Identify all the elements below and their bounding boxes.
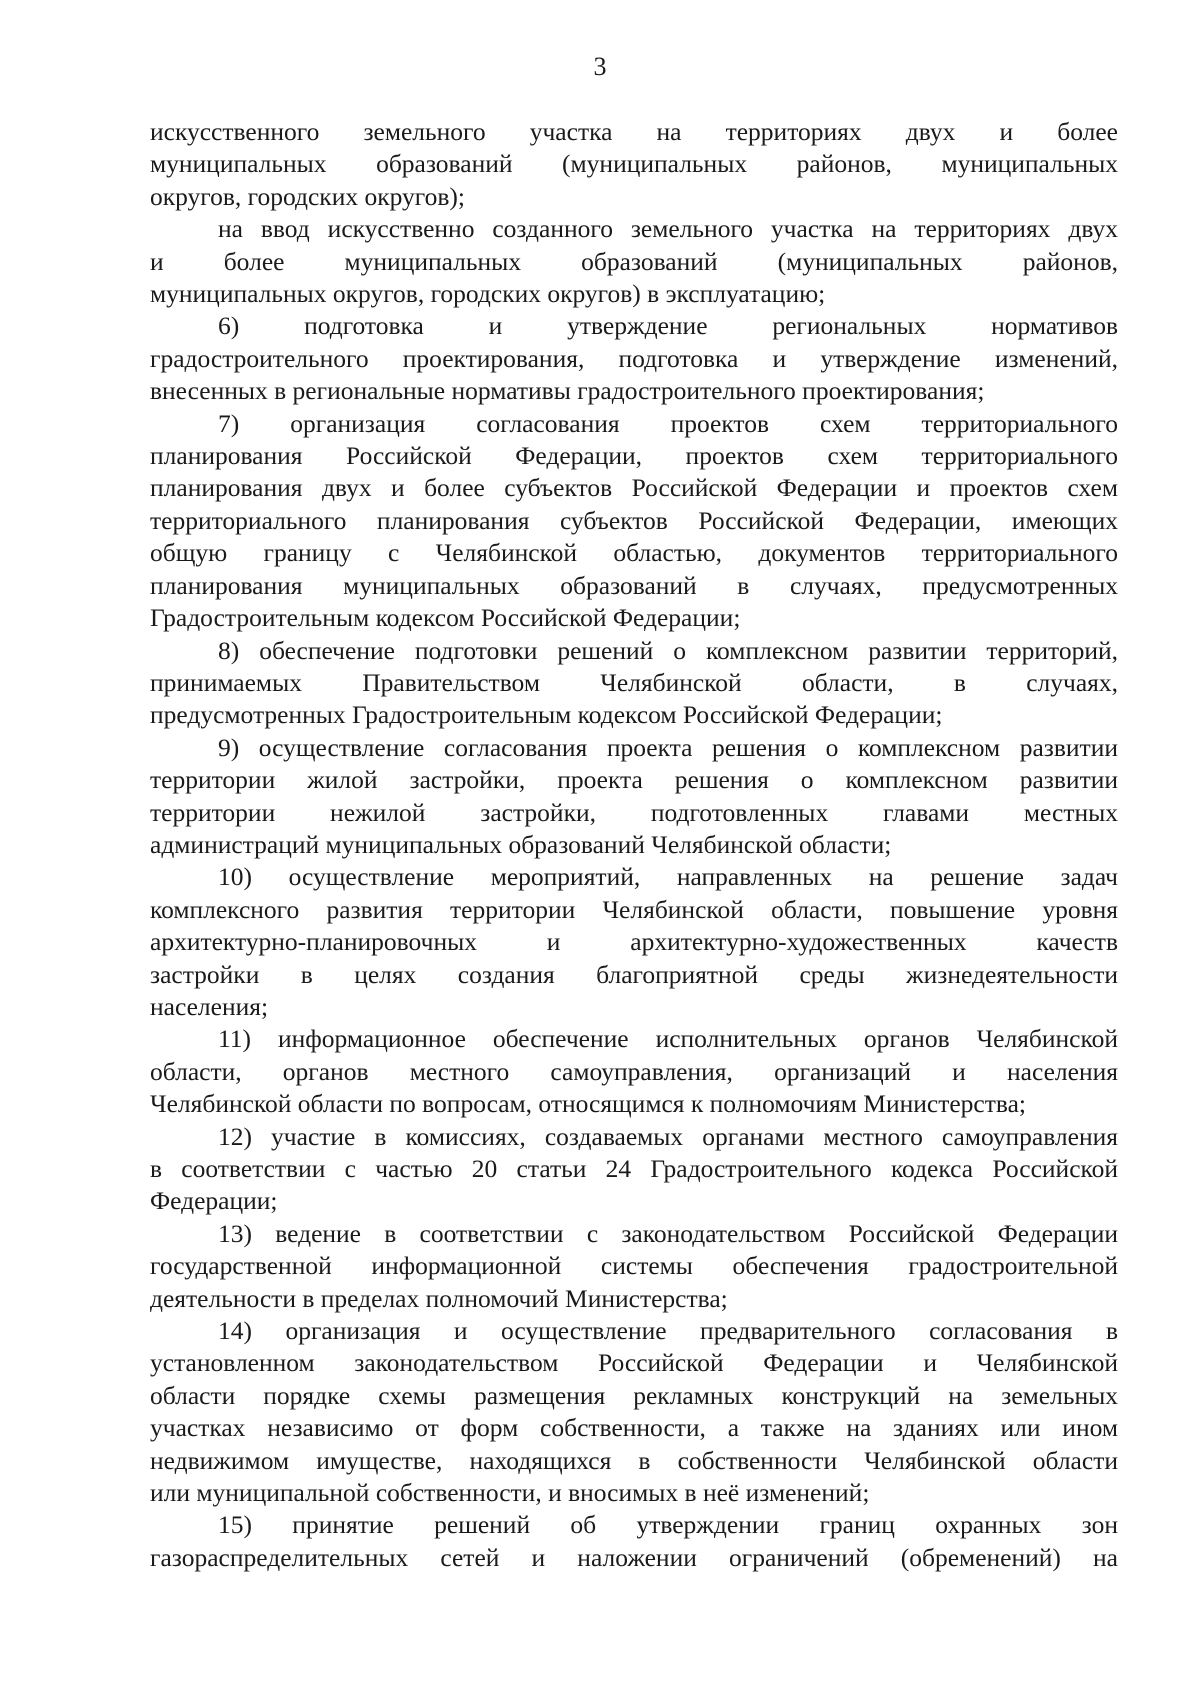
text-line: внесенных в региональные нормативы градостроительного проектирования; [150, 376, 985, 406]
text-line: территории жилой застройки, проекта решения о комплексном развитии [150, 765, 1118, 795]
text-line: общую границу с Челябинской областью, документов территориального [150, 538, 1118, 568]
text-line: территориального планирования субъектов Российской Федерации, имеющих [150, 505, 1118, 535]
text-line: в соответствии с частью 20 статьи 24 Градостроительного кодекса Российской [150, 1154, 1118, 1183]
text-line: округов, городских округов); [150, 181, 465, 211]
paragraph-p9 [150, 732, 1118, 862]
paragraph-p1 [150, 213, 1118, 310]
text-line: деятельности в пределах полномочий Министерства; [150, 1283, 728, 1313]
text-line: 11) информационное обеспечение исполнительных органов Челябинской [218, 1024, 1118, 1054]
paragraph-p14 [150, 1315, 1118, 1509]
text-line: области порядке схемы размещения рекламных конструкций на земельных [150, 1380, 1118, 1410]
text-line: и более муниципальных образований (муниципальных районов, [150, 246, 1118, 276]
text-line: планирования муниципальных образований в случаях, предусмотренных [150, 570, 1118, 600]
paragraph-p8 [150, 635, 1118, 732]
text-line: архитектурно-планировочных и архитектурно-художественных качеств [150, 927, 1118, 957]
text-line: принимаемых Правительством Челябинской области, в случаях, [150, 667, 1118, 697]
text-line: или муниципальной собственности, и вносимых в неё изменений; [150, 1478, 870, 1508]
paragraph-p10 [150, 861, 1118, 1023]
paragraph-p12 [150, 1121, 1118, 1218]
text-line: искусственного земельного участка на территориях двух и более [150, 117, 1118, 146]
text-line: установленном законодательством Российской Федерации и Челябинской [150, 1348, 1118, 1378]
text-line: 12) участие в комиссиях, создаваемых органами местного самоуправления [218, 1121, 1118, 1151]
text-line: области, органов местного самоуправления, организаций и населения [150, 1056, 1118, 1086]
text-line: 6) подготовка и утверждение региональных нормативов [218, 311, 1118, 341]
text-line: застройки в целях создания благоприятной среды жизнедеятельности [150, 959, 1118, 989]
paragraph-p0 [150, 116, 1118, 213]
text-line: 13) ведение в соответствии с законодательством Российской Федерации [218, 1218, 1118, 1248]
text-line: администраций муниципальных образований Челябинской области; [150, 829, 892, 859]
page-number: 3 [593, 52, 607, 81]
paragraph-p7 [150, 408, 1118, 635]
text-line: недвижимом имуществе, находящихся в собственности Челябинской области [150, 1445, 1118, 1475]
text-line: газораспределительных сетей и наложении ограничений (обременений) на [150, 1542, 1118, 1572]
text-line: участках независимо от форм собственности, а также на зданиях или ином [150, 1413, 1118, 1443]
text-line: 9) осуществление согласования проекта решения о комплексном развитии [218, 732, 1118, 762]
text-line: Челябинской области по вопросам, относящимся к полномочиям Министерства; [150, 1089, 1027, 1119]
text-line: комплексного развития территории Челябинской области, повышение уровня [150, 894, 1118, 924]
text-line: градостроительного проектирования, подготовка и утверждение изменений, [150, 343, 1118, 373]
text-line: населения; [150, 991, 269, 1021]
paragraph-p11 [150, 1023, 1118, 1120]
text-line: Федерации; [150, 1186, 278, 1216]
text-line: предусмотренных Градостроительным кодексом Российской Федерации; [150, 700, 943, 730]
text-line: 7) организация согласования проектов схем территориального [218, 408, 1118, 438]
text-line: муниципальных округов, городских округов) в эксплуатацию; [150, 279, 826, 309]
paragraph-p6 [150, 310, 1118, 407]
text-line: 10) осуществление мероприятий, направленных на решение задач [218, 862, 1118, 892]
text-line: государственной информационной системы обеспечения градостроительной [150, 1251, 1118, 1281]
text-line: 15) принятие решений об утверждении границ охранных зон [218, 1510, 1118, 1540]
paragraph-p13 [150, 1218, 1118, 1315]
paragraph-p15 [150, 1509, 1118, 1574]
text-line: 14) организация и осуществление предварительного согласования в [218, 1316, 1118, 1346]
text-line: на ввод искусственно созданного земельного участка на территориях двух [218, 214, 1118, 244]
text-line: планирования двух и более субъектов Российской Федерации и проектов схем [150, 473, 1118, 503]
text-line: муниципальных образований (муниципальных районов, муниципальных [150, 149, 1118, 179]
text-line: 8) обеспечение подготовки решений о комплексном развитии территорий, [218, 635, 1118, 665]
text-line: планирования Российской Федерации, проектов схем территориального [150, 441, 1118, 471]
text-line: территории нежилой застройки, подготовленных главами местных [150, 797, 1118, 827]
text-line: Градостроительным кодексом Российской Федерации; [150, 603, 741, 633]
document-body [150, 116, 1118, 1574]
